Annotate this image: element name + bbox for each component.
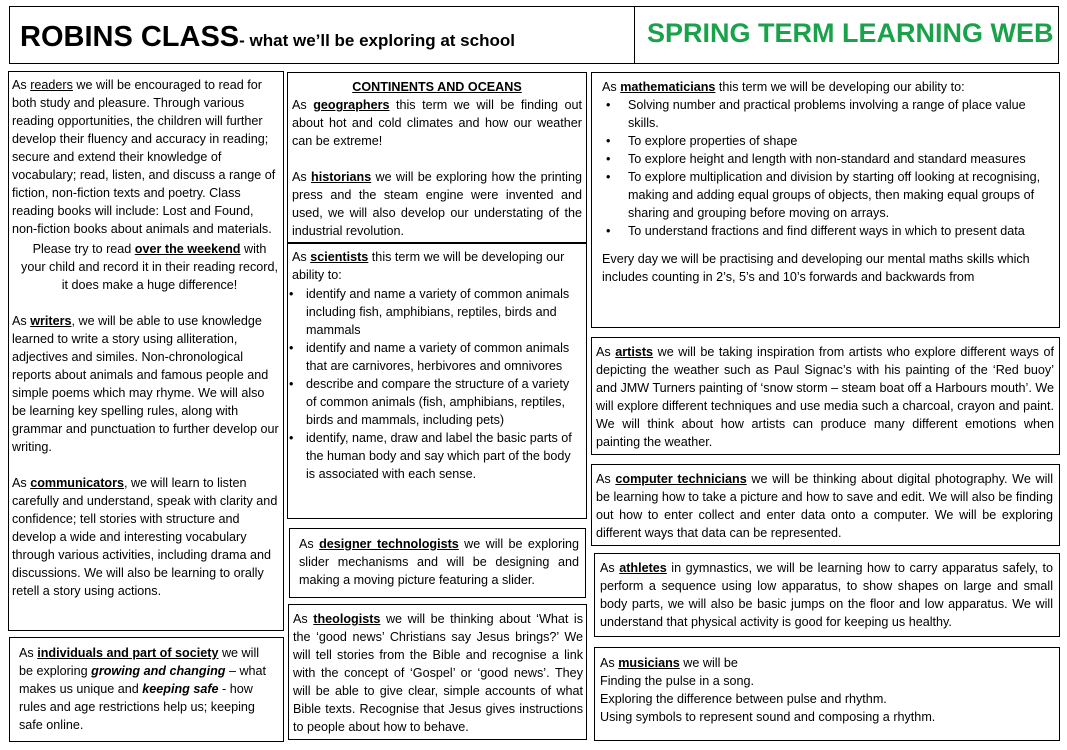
science-list: [292, 285, 578, 483]
science-list-item: • identify and name a variety of common animals that are carnivores, herbivores and omnivores: [292, 339, 578, 375]
page-subtitle: - what we’ll be exploring at school: [239, 31, 515, 50]
music-line: Finding the pulse in a song.: [600, 674, 755, 688]
communicators-role: communicators: [30, 476, 124, 490]
readers-role: readers: [30, 78, 73, 92]
readers-paragraph: As readers we will be encouraged to read for both study and pleasure. Through various reading opportunities, the children will further develop their fluency and accuracy in reading; secure and extend their knowledge of vocabulary; read, listen, and discuss a range of fiction, non-fiction texts and poetry. Class reading books will include: Lost and Found, non-fiction books about animals and materials.: [12, 78, 276, 236]
maths-list-item: • To explore multiplication and division by starting off looking at recognising, making and adding equal groups of objects, then making equal groups of sharing and grouping before moving on arrays.: [602, 168, 1045, 222]
dt-paragraph: As designer technologists we will be exploring slider mechanisms and will be designing and making a moving picture featuring a slider.: [299, 537, 580, 587]
re-paragraph: As theologists we will be thinking about ‘What is the ‘good news’ Christians say Jesus brings?’ We will tell stories from the Bible and recognise a link with the concept of ‘Gospel’ or ‘good news’. They will be able to give clear, simple accounts of what Bible texts. Recognise that Jesus gives instructions to people about how to behave.: [293, 612, 583, 734]
geo-history-box: [287, 72, 587, 243]
society-role: individuals and part of society: [37, 646, 219, 660]
re-role: theologists: [313, 612, 381, 626]
maths-list-item: • To explore height and length with non-standard and standard measures: [602, 150, 1045, 168]
writers-role: writers: [30, 314, 72, 328]
topic-heading: CONTINENTS AND OCEANS: [352, 80, 522, 94]
maths-box: [591, 72, 1060, 328]
mathematicians-paragraph: As mathematicians this term we will be developing our ability to:: [602, 80, 965, 94]
art-box: [591, 337, 1060, 455]
athletes-role: athletes: [619, 561, 667, 575]
computing-box: [591, 464, 1060, 546]
geographers-paragraph: As geographers this term we will be finding out about hot and cold climates and how our weather can be extreme!: [292, 98, 582, 148]
musicians-role: musicians: [618, 656, 680, 670]
page-title: [20, 21, 515, 54]
society-paragraph: As individuals and part of society we will be exploring growing and changing – what makes us unique and keeping safe - how rules and age restrictions help us; keeping safe online.: [19, 646, 267, 732]
english-box: [8, 71, 284, 631]
historians-role: historians: [311, 170, 372, 184]
music-line: Exploring the difference between pulse and rhythm.: [600, 692, 887, 706]
geographers-role: geographers: [313, 98, 390, 112]
maths-list-item: • Solving number and practical problems involving a range of place value skills.: [602, 96, 1045, 132]
class-name: ROBINS CLASS: [20, 21, 240, 53]
writers-paragraph: As writers, we will be able to use knowledge learned to write a story using alliteration, adjectives and similes. Non-chronological reports about animals and famous people and simple poems which may rhyme. We will also be learning key spelling rules, along with grammar and punctuation to further develop our writing.: [12, 314, 279, 454]
artists-paragraph: As artists we will be taking inspiration from artists who explore different ways of depicting the weather such as Paul Signac’s with his painting of the ‘Red buoy’ and JMW Turners painting of ‘snow storm – steam boat off a Harbours mouth’. We will explore different techniques and use media such a charcoal, crayon and paint. We will think about how artists can produce many different emotions when painting the weather.: [596, 345, 1055, 449]
dt-box: [289, 528, 586, 598]
maths-list-item: • To explore properties of shape: [602, 132, 1045, 150]
computing-role: computer technicians: [615, 472, 747, 486]
scientists-role: scientists: [310, 250, 369, 264]
header-web-title-box: [634, 6, 1059, 64]
science-list-item: • describe and compare the structure of a variety of common animals (fish, amphibians, reptiles, birds and mammals, including pets): [292, 375, 578, 429]
maths-list: [602, 96, 1045, 240]
dt-role: designer technologists: [319, 537, 459, 551]
musicians-paragraph: As musicians we will be: [600, 656, 738, 670]
athletes-paragraph: As athletes in gymnastics, we will be learning how to carry apparatus safely, to perform a sequence using low apparatus, to show shapes on large and small body parts, we will also be basic jumps on the floor and low apparatus. We will understand that physical activity is good for keeping us healthy.: [600, 561, 1053, 629]
music-line: Using symbols to represent sound and composing a rhythm.: [600, 710, 936, 724]
communicators-paragraph: As communicators, we will learn to listen carefully and understand, speak with clarity and confidence; tell stories with structure and develop a wide and interesting vocabulary through various activities, including drama and discussions. We will also be learning to orally retell a story using actions.: [12, 476, 278, 598]
science-list-item: • identify and name a variety of common animals including fish, amphibians, reptiles, birds and mammals: [292, 285, 578, 339]
maths-list-item: • To understand fractions and find different ways in which to present data: [602, 222, 1045, 240]
pshe-box: [9, 637, 284, 742]
header-title-box: [9, 6, 635, 64]
science-list-item: • identify, name, draw and label the basic parts of the human body and say which part of the body is associated with each sense.: [292, 429, 578, 483]
mental-maths-note: Every day we will be practising and developing our mental maths skills which includes counting in 2’s, 5’s and 10’s forwards and backwards from: [602, 252, 1030, 284]
pe-box: [594, 553, 1060, 637]
artists-role: artists: [615, 345, 654, 359]
music-box: [594, 647, 1060, 741]
historians-paragraph: As historians we will be exploring how the printing press and the steam engine were invented and used, we will also develop our understating of the industrial revolution.: [292, 170, 582, 238]
science-box: [287, 243, 587, 519]
re-box: [288, 604, 587, 740]
mathematicians-role: mathematicians: [620, 80, 716, 94]
computing-paragraph: As computer technicians we will be thinking about digital photography. We will be learning how to take a picture and how to save and edit. We will also be finding out how to enter collect and enter data onto a computer. We will be exploring different ways that data can be represented.: [596, 472, 1053, 540]
music-lines: [600, 672, 1053, 726]
scientists-paragraph: As scientists this term we will be developing our ability to:: [292, 250, 565, 282]
web-title: SPRING TERM LEARNING WEB: [647, 18, 1054, 48]
reading-note: Please try to read over the weekend with your child and record it in their reading record, it does make a huge difference!: [21, 242, 278, 292]
